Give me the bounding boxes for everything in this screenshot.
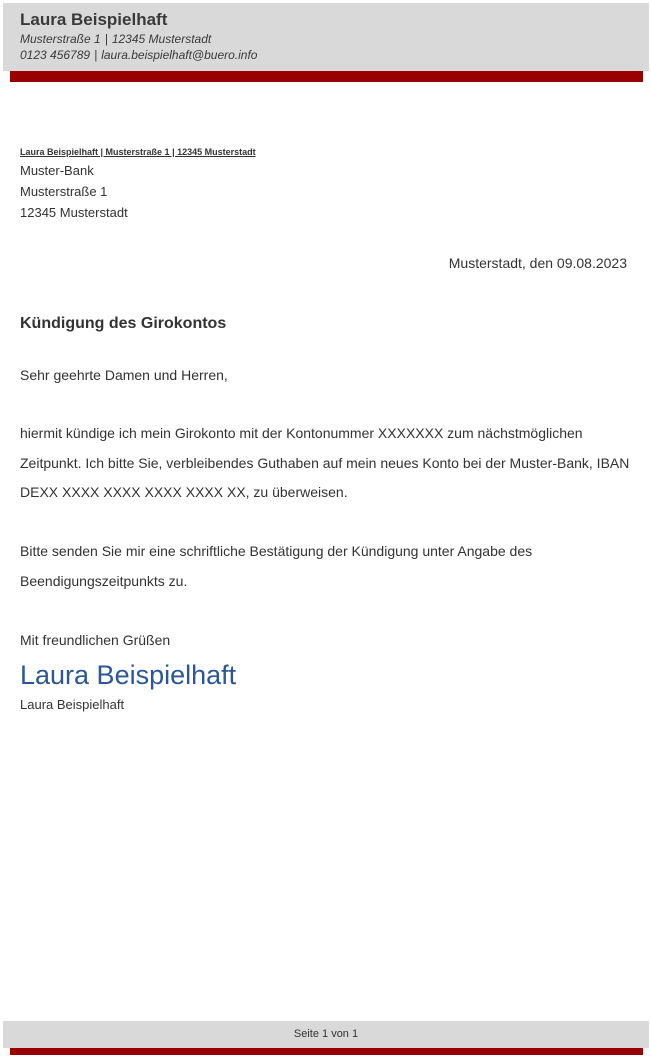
recipient-name: Muster-Bank (20, 163, 94, 178)
letter-date: Musterstadt, den 09.08.2023 (448, 255, 627, 271)
body-paragraph-2: Bitte senden Sie mir eine schriftliche Bestätigung der Kündigung unter Angabe des Beendigungszeitpunkts zu. (20, 543, 533, 589)
sender-city: 12345 Musterstadt (111, 32, 212, 46)
salutation: Sehr geehrte Damen und Herren, (20, 367, 228, 383)
recipient-street: Musterstraße 1 (20, 184, 108, 199)
sender-name: Laura Beispielhaft (20, 10, 168, 29)
sender-street: Musterstraße 1 (20, 32, 101, 46)
signature: Laura Beispielhaft (20, 660, 237, 690)
closing: Mit freundlichen Grüßen (20, 632, 171, 648)
sender-contact-line (20, 48, 257, 62)
recipient-city: 12345 Musterstadt (20, 205, 128, 220)
page-footer (3, 1021, 649, 1048)
sender-email: laura.beispielhaft@buero.info (101, 48, 258, 62)
footer-accent-bar (10, 1048, 643, 1055)
page-number: Seite 1 von 1 (293, 1028, 359, 1040)
separator: | (104, 32, 108, 46)
return-address-line: Laura Beispielhaft | Musterstraße 1 | 12345 Musterstadt (20, 147, 256, 157)
sender-phone: 0123 456789 (20, 48, 91, 62)
separator: | (94, 48, 98, 62)
printed-name: Laura Beispielhaft (20, 697, 125, 712)
letter-subject: Kündigung des Girokontos (20, 315, 227, 332)
header-accent-bar (10, 71, 643, 82)
letterhead (3, 3, 649, 71)
sender-address-line (20, 32, 211, 46)
body-paragraph-1: hiermit kündige ich mein Girokonto mit der Kontonummer XXXXXXX zum nächstmöglichen Zeitpunkt. Ich bitte Sie, verbleibendes Guthaben auf mein neues Konto bei der Muster-Bank, IBAN DEXX XXXX XXXX XXXX XXXX XX, zu überweisen. (20, 425, 630, 500)
